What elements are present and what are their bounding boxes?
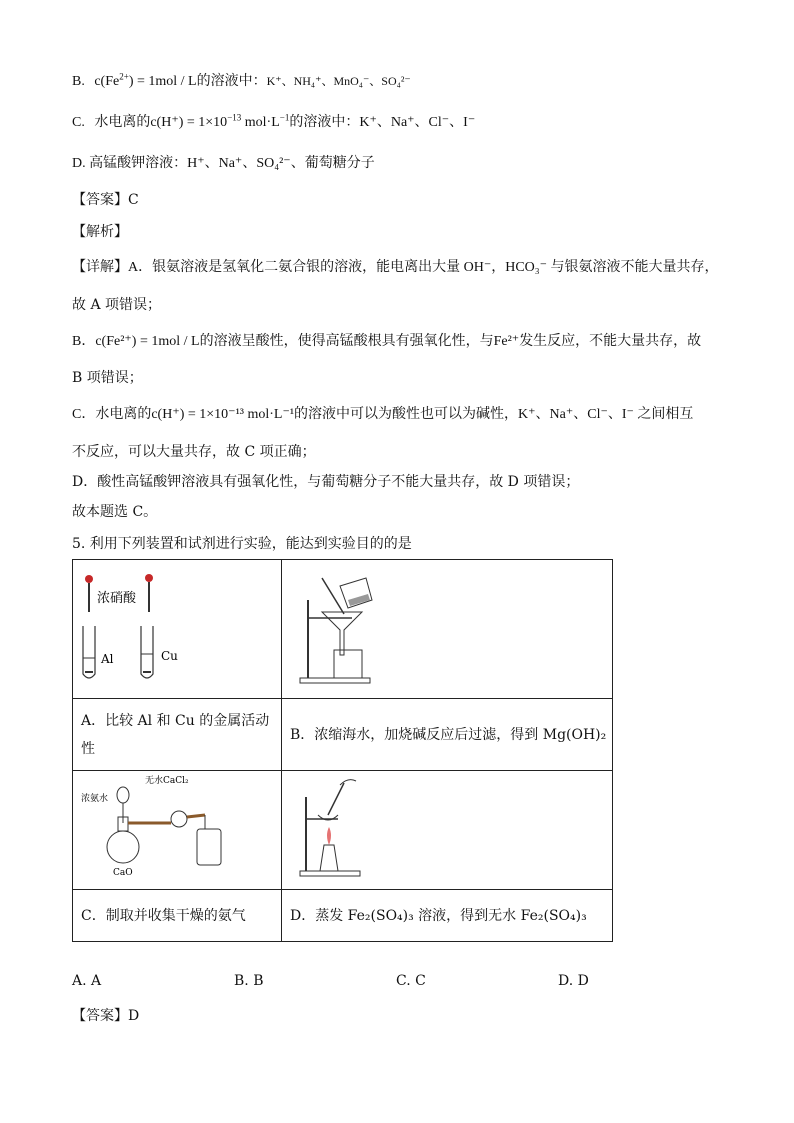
cell-fig-b [282,560,613,699]
fig-c-ammonia-apparatus [73,771,281,885]
separatory-funnel-icon [117,787,129,803]
option-c-ions: K⁺、Na⁺、Cl⁻、I⁻ [359,115,476,130]
cell-fig-d [282,771,613,890]
option-c-prefix: C. [72,115,85,130]
answer2-value: D [128,1008,140,1024]
delivery-tube [187,815,205,817]
option-b-cond-rest: ) = 1mol / L [128,74,197,89]
cell-fig-a [73,560,282,699]
fig-a-tubes [73,560,281,694]
detail-a-text: A．银氨溶液是氢氧化二氨合银的溶液，能电离出大量 OH⁻，HCO₃⁻ 与银氨溶液不能大量共存， [128,260,719,275]
option-c-text: 水电离的 [94,115,151,130]
detail-b-ion: Fe²⁺ [493,334,520,349]
detail-c-line2: 不反应，可以大量共存，故 C 项正确； [72,444,316,460]
fig-c-solid: CaO [113,868,133,878]
option-b-prefix: B. [72,74,85,89]
detail-c-prefix: C．水电离的 [72,407,152,422]
test-tube-icon [83,626,95,678]
option-b-cond: c(Fe [94,74,120,89]
cell-label-a [73,699,282,771]
detail-c-line1 [72,405,693,425]
dropper-bulb-icon [85,575,93,583]
detail-tag: 【详解】 [72,260,128,275]
fig-a-metal2: Cu [161,649,178,663]
option-d: D. 高锰酸钾溶液：H⁺、Na⁺、SO₄²⁻、葡萄糖分子 [72,156,375,171]
test-tube-icon [141,626,153,678]
option-c-exp: −13 [227,112,242,123]
choice-d: D. D [558,973,589,989]
cell-label-c [73,890,282,942]
detail-b-text2: 发生反应，不能大量共存，故 [519,334,702,349]
options-table [72,559,613,942]
dropper-bulb-icon [145,574,153,582]
option-c [72,113,475,133]
detail-a-line2: 故 A 项错误； [72,297,162,313]
option-b [72,71,411,92]
glass-rod [328,783,344,815]
cell-label-b [282,699,613,771]
analysis-tag: 【解析】 [72,224,128,240]
detail-a-line1 [72,258,719,278]
option-c-mid: 的溶液中： [289,115,360,130]
detail-b-line1 [72,332,701,352]
answer2-line [72,1006,139,1026]
flame-icon [327,827,331,845]
detail-b-prefix: B． [72,334,96,349]
cell-label-d [282,890,613,942]
detail-b-cond: c(Fe²⁺) = 1mol / L [95,334,200,349]
cell-fig-c [73,771,282,890]
answer-value: C [128,192,139,208]
choice-b: B. B [234,973,264,989]
option-c-cond: c(H⁺) = 1×10 [150,115,228,130]
choice-c: C. C [396,973,426,989]
stand-base [300,678,370,683]
hand-icon [340,780,356,785]
answer-line [72,190,139,210]
fig-c-reagent: 浓氨水 [81,794,109,804]
choice-a: A. A [72,973,102,989]
glass-rod [322,578,344,614]
label-d: D．蒸发 Fe₂(SO₄)₃ 溶液，得到无水 Fe₂(SO₄)₃ [290,907,587,924]
fig-c-drying: 无水CaCl₂ [145,776,189,786]
answer2-tag: 【答案】 [72,1008,128,1024]
gas-bottle-icon [197,829,221,865]
fig-b-filtration [282,560,612,694]
question-5: 5. 利用下列装置和试剂进行实验，能达到实验目的的是 [72,536,412,552]
answer-tag: 【答案】 [72,192,128,208]
alcohol-lamp-icon [320,845,338,871]
label-a-line1: A．比较 Al 和 Cu 的金属活动 [81,712,270,729]
option-c-unit: mol·L [241,115,280,130]
option-b-ions: K⁺、NH₄⁺、MnO₄⁻、SO₄²⁻ [266,74,411,88]
conclusion: 故本题选 C。 [72,504,158,520]
label-c: C．制取并收集干燥的氨气 [81,907,246,924]
option-b-cond-sup: 2+ [119,71,129,82]
detail-c-cond: c(H⁺) = 1×10⁻¹³ mol·L⁻¹ [151,407,295,422]
detail-b-text: 的溶液呈酸性，使得高锰酸根具有强氧化性，与 [199,334,494,349]
option-c-unit-exp: −1 [279,112,290,123]
flask-icon [107,831,139,863]
drying-tube-icon [171,811,187,827]
fig-a-metal1: Al [101,652,114,666]
label-a-line2: 性 [81,740,95,757]
fig-d-evaporation [282,771,612,885]
fig-a-acid-label: 浓硝酸 [97,591,137,606]
stand-base [300,871,360,876]
option-b-mid: 的溶液中： [196,74,267,89]
label-b: B．浓缩海水，加烧碱反应后过滤，得到 Mg(OH)₂ [290,726,607,743]
detail-b-line2: B 项错误； [72,370,143,386]
beaker-icon [334,650,362,678]
detail-d-line: D．酸性高锰酸钾溶液具有强氧化性，与葡萄糖分子不能大量共存，故 D 项错误； [72,474,580,490]
detail-c-text: 的溶液中可以为酸性也可以为碱性，K⁺、Na⁺、Cl⁻、I⁻ 之间相互 [294,407,694,422]
